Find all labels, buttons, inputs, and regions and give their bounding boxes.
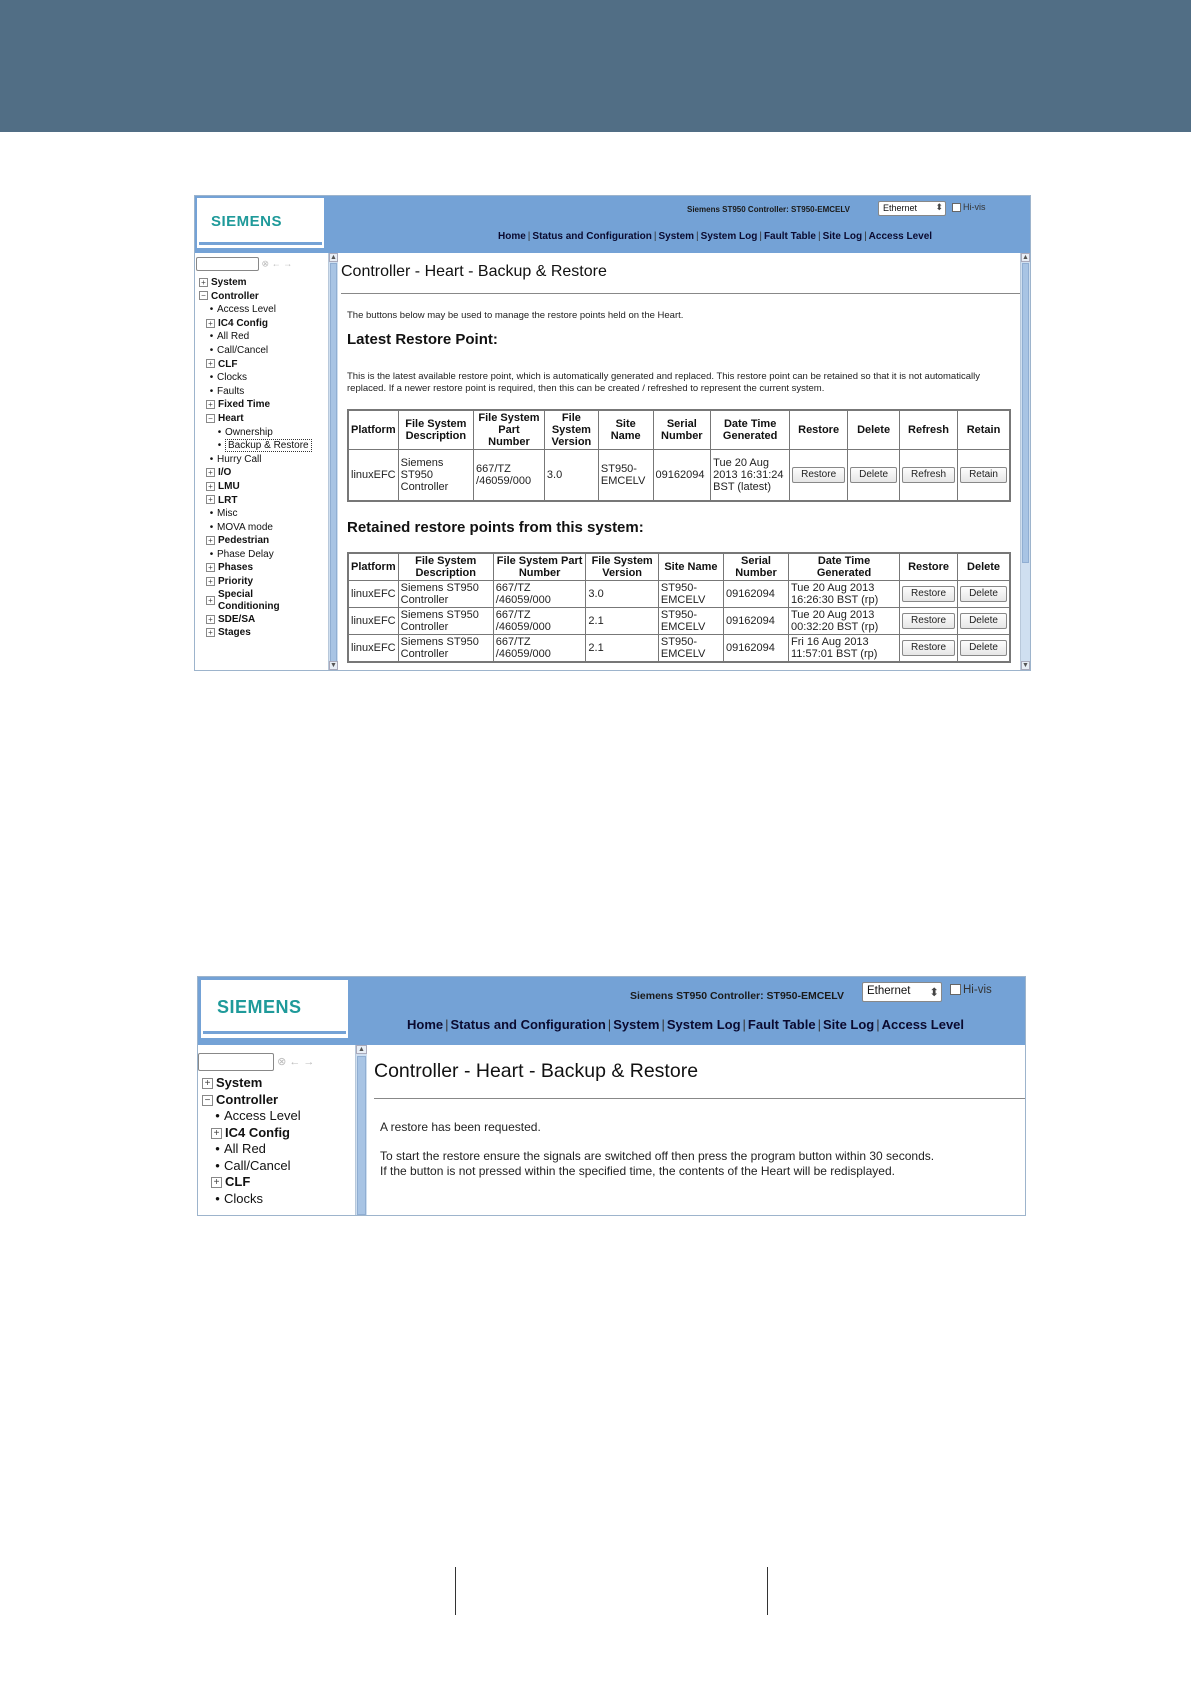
col-version: File System Version [544, 410, 598, 450]
sidebar-item-label: Backup & Restore [225, 439, 312, 452]
cell-delete [958, 581, 1010, 608]
cell-site-name: ST950-EMCELV [658, 635, 723, 663]
sidebar-item-label: System [216, 1075, 263, 1090]
latest-description: This is the latest available restore point, which is automatically generated and replaced. This restore point can be retained so that it is not automatically replaced. If a newer restore point is required, then this can be created / refreshed to represent the current system. [347, 371, 980, 394]
main-nav: Home | Status and Configuration | System | System Log | Fault Table | Site Log | Access Level [407, 1017, 965, 1032]
col-part-number: File System Part Number [474, 410, 545, 450]
sidebar-item-label: Call/Cancel [217, 344, 269, 356]
col-description: File System Description [398, 410, 473, 450]
scroll-up-icon[interactable]: ▲ [330, 254, 337, 261]
sidebar-item-clocks[interactable] [202, 1191, 301, 1208]
sidebar-search-input[interactable] [196, 257, 259, 271]
sidebar-search-row [196, 257, 292, 271]
bullet-icon: • [209, 344, 214, 356]
cell-generated: Tue 20 Aug 2013 00:32:20 BST (rp) [789, 608, 900, 635]
sidebar-item-pedestrian[interactable] [199, 534, 312, 548]
collapse-icon[interactable]: − [206, 414, 215, 423]
page-title: Controller - Heart - Backup & Restore [374, 1060, 699, 1082]
delete-button[interactable]: Delete [960, 586, 1007, 602]
expand-icon[interactable]: + [206, 596, 215, 605]
sidebar-item-label: Phase Delay [217, 548, 274, 560]
siemens-logo[interactable]: SIEMENS [211, 213, 283, 230]
nav-home[interactable]: Home [498, 231, 526, 242]
sidebar-item-special-conditioning[interactable] [199, 589, 312, 613]
logo-box [197, 198, 324, 248]
sidebar-item-label: Heart [218, 412, 244, 424]
col-description: File System Description [398, 553, 493, 581]
cell-description: Siemens ST950 Controller [398, 581, 493, 608]
cell-serial: 09162094 [723, 608, 788, 635]
bullet-icon: • [209, 331, 214, 343]
nav-fault-table[interactable]: Fault Table [747, 1017, 816, 1032]
sidebar-item-label: Special Conditioning [218, 588, 280, 612]
cell-restore [900, 608, 958, 635]
col-generated: Date Time Generated [789, 553, 900, 581]
nav-status-config[interactable]: Status and Configuration [532, 231, 652, 242]
cell-generated: Fri 16 Aug 2013 11:57:01 BST (rp) [789, 635, 900, 663]
logo-box [201, 980, 348, 1038]
table-row [348, 581, 1010, 608]
sidebar-item-label: SDE/SA [218, 613, 256, 625]
cell-version: 3.0 [544, 450, 598, 502]
cell-part-number: 667/TZ /46059/000 [493, 581, 586, 608]
main-scrollbar[interactable] [1020, 253, 1030, 670]
retain-button[interactable]: Retain [960, 467, 1007, 483]
search-go-icon[interactable]: ⊗ [277, 1055, 287, 1068]
retained-restore-table [347, 552, 1011, 663]
sidebar-item-clocks[interactable] [199, 371, 312, 385]
cell-restore [790, 450, 848, 502]
sidebar-item-label: Hurry Call [217, 453, 262, 465]
main-nav: Home | Status and Configuration | System | System Log | Fault Table | Site Log | Access Level [498, 231, 933, 242]
scroll-up-icon[interactable]: ▲ [1022, 254, 1029, 261]
restore-button[interactable]: Restore [902, 586, 955, 602]
sidebar-item-system[interactable] [199, 276, 312, 290]
bullet-icon: • [217, 440, 222, 452]
sidebar-item-label: LRT [218, 494, 238, 506]
sidebar [195, 253, 327, 670]
sidebar-item-label: Access Level [217, 304, 276, 316]
intro-text: The buttons below may be used to manage the restore points held on the Heart. [347, 310, 684, 321]
cell-version: 2.1 [586, 635, 659, 663]
cell-version: 3.0 [586, 581, 659, 608]
collapse-icon[interactable]: − [199, 291, 208, 300]
cell-part-number: 667/TZ /46059/000 [493, 608, 586, 635]
sidebar-item-clf[interactable] [199, 358, 312, 372]
sidebar-item-fixed-time[interactable] [199, 398, 312, 412]
cell-platform: linuxEFC [348, 608, 398, 635]
cell-restore [900, 635, 958, 663]
sidebar-item-controller[interactable] [202, 1092, 301, 1109]
page-title: Controller - Heart - Backup & Restore [341, 263, 607, 280]
connection-select[interactable] [878, 201, 946, 216]
nav-system[interactable]: System [658, 231, 695, 242]
restore-button[interactable]: Restore [902, 613, 955, 629]
back-icon[interactable]: ← [271, 258, 281, 269]
cell-site-name: ST950-EMCELV [658, 581, 723, 608]
cell-site-name: ST950-EMCELV [598, 450, 653, 502]
latest-heading: Latest Restore Point: [347, 331, 498, 348]
cell-delete [958, 635, 1010, 663]
col-version: File System Version [586, 553, 659, 581]
bullet-icon: • [209, 508, 214, 520]
sidebar-item-label: Controller [211, 290, 259, 302]
cell-site-name: ST950-EMCELV [658, 608, 723, 635]
expand-icon[interactable]: + [206, 495, 215, 504]
sidebar-item-mova-mode[interactable] [199, 521, 312, 535]
sidebar-item-phases[interactable] [199, 561, 312, 575]
expand-icon[interactable]: + [211, 1128, 222, 1139]
expand-icon[interactable]: + [211, 1177, 222, 1188]
sidebar-scrollbar[interactable] [328, 253, 338, 670]
page-header-banner [0, 0, 1191, 132]
bullet-icon: • [209, 453, 214, 465]
controller-info: Siemens ST950 Controller: ST950-EMCELV [630, 990, 844, 1002]
col-restore: Restore [900, 553, 958, 581]
cell-restore [900, 581, 958, 608]
cell-platform: linuxEFC [348, 635, 398, 663]
screenshot-backup-restore [194, 195, 1031, 671]
connection-select[interactable] [862, 982, 942, 1002]
sidebar-item-label: Clocks [224, 1190, 264, 1206]
expand-icon[interactable]: + [206, 319, 215, 328]
collapse-icon[interactable]: − [202, 1095, 213, 1106]
col-delete: Delete [848, 410, 900, 450]
sidebar-item-ic4-config[interactable] [202, 1125, 301, 1142]
nav-status-config[interactable]: Status and Configuration [450, 1017, 606, 1032]
app-header [198, 977, 1025, 1045]
hivis-label: Hi-vis [963, 202, 986, 212]
cell-refresh [900, 450, 958, 502]
latest-restore-table [347, 409, 1011, 502]
col-serial: Serial Number [723, 553, 788, 581]
sidebar-item-heart[interactable] [199, 412, 312, 426]
sidebar-item-label: Call/Cancel [224, 1157, 291, 1173]
sidebar-item-call-cancel[interactable] [202, 1158, 301, 1175]
cell-serial: 09162094 [723, 581, 788, 608]
bullet-icon: • [215, 1141, 220, 1156]
nav-home[interactable]: Home [407, 1017, 444, 1032]
expand-icon[interactable]: + [206, 468, 215, 477]
cell-part-number: 667/TZ /46059/000 [493, 635, 586, 663]
cell-delete [848, 450, 900, 502]
sidebar-item-hurry-call[interactable] [199, 453, 312, 467]
sidebar-scroll-thumb[interactable] [357, 1056, 366, 1215]
expand-icon[interactable]: + [206, 628, 215, 637]
bullet-icon: • [209, 385, 214, 397]
cell-generated: Tue 20 Aug 2013 16:31:24 BST (latest) [711, 450, 790, 502]
sidebar-item-call-cancel[interactable] [199, 344, 312, 358]
cell-serial: 09162094 [723, 635, 788, 663]
expand-icon[interactable]: + [206, 577, 215, 586]
sidebar-item-label: LMU [218, 480, 240, 492]
scroll-down-icon[interactable]: ▼ [1022, 662, 1029, 669]
cell-version: 2.1 [586, 608, 659, 635]
title-divider [374, 1098, 1025, 1099]
sidebar-tree [199, 276, 312, 640]
sidebar-item-faults[interactable] [199, 385, 312, 399]
col-refresh: Refresh [900, 410, 958, 450]
cell-platform: linuxEFC [348, 581, 398, 608]
expand-icon[interactable]: + [206, 615, 215, 624]
col-platform: Platform [348, 553, 398, 581]
sidebar-item-ic4-config[interactable] [199, 317, 312, 331]
sidebar-item-label: Ownership [225, 426, 273, 438]
col-serial: Serial Number [653, 410, 711, 450]
sidebar-item-sde-sa[interactable] [199, 613, 312, 627]
footer-divider [767, 1567, 768, 1615]
sidebar-item-clf[interactable] [202, 1174, 301, 1191]
bullet-icon: • [209, 521, 214, 533]
col-retain: Retain [958, 410, 1010, 450]
hivis-checkbox[interactable] [952, 203, 961, 212]
cell-delete [958, 608, 1010, 635]
col-generated: Date Time Generated [711, 410, 790, 450]
sidebar-scroll-thumb[interactable] [330, 263, 337, 671]
hivis-toggle[interactable] [950, 984, 992, 996]
nav-system[interactable]: System [613, 1017, 660, 1032]
col-site-name: Site Name [598, 410, 653, 450]
retained-table-header [348, 553, 1010, 581]
sidebar-item-access-level[interactable] [202, 1108, 301, 1125]
main-content [368, 1045, 1025, 1215]
main-scroll-thumb[interactable] [1022, 263, 1029, 563]
sidebar-tree [202, 1075, 301, 1207]
sidebar-item-label: System [211, 277, 247, 288]
bullet-icon: • [215, 1190, 220, 1206]
hivis-checkbox[interactable] [950, 984, 961, 995]
hivis-label: Hi-vis [963, 984, 992, 996]
sidebar-item-label: MOVA mode [217, 521, 273, 533]
cell-platform: linuxEFC [348, 450, 398, 502]
restore-requested-message: A restore has been requested. [380, 1120, 541, 1134]
nav-system-log[interactable]: System Log [700, 231, 758, 242]
nav-site-log[interactable]: Site Log [822, 231, 863, 242]
retained-heading: Retained restore points from this system: [347, 519, 644, 536]
bullet-icon: • [209, 304, 214, 316]
sidebar-item-label: CLF [218, 358, 238, 370]
sidebar-item-label: Stages [218, 627, 251, 639]
connection-select-value: Ethernet [867, 985, 911, 997]
col-part-number: File System Part Number [493, 553, 586, 581]
cell-description: Siemens ST950 Controller [398, 608, 493, 635]
sidebar-item-priority[interactable] [199, 575, 312, 589]
expand-icon[interactable]: + [206, 400, 215, 409]
expand-icon[interactable]: + [206, 482, 215, 491]
sidebar-item-label: Faults [217, 385, 245, 397]
logo-underline [199, 242, 322, 245]
sidebar-item-label: Access Level [224, 1108, 301, 1123]
sidebar-item-label: IC4 Config [218, 317, 268, 329]
sidebar [198, 1045, 352, 1215]
sidebar-item-label: Pedestrian [218, 535, 270, 547]
bullet-icon: • [215, 1108, 220, 1123]
screenshot-restore-requested [197, 976, 1026, 1216]
sidebar-item-label: IC4 Config [225, 1124, 290, 1140]
delete-button[interactable]: Delete [960, 640, 1007, 656]
bullet-icon: • [209, 372, 214, 384]
col-restore: Restore [790, 410, 848, 450]
col-site-name: Site Name [658, 553, 723, 581]
sidebar-item-label: Priority [218, 576, 254, 588]
app-header [195, 196, 1030, 253]
sidebar-item-lmu[interactable] [199, 480, 312, 494]
sidebar-item-label: I/O [218, 467, 232, 479]
cell-serial: 09162094 [653, 450, 711, 502]
select-arrows-icon: ⬍ [929, 987, 939, 999]
back-icon[interactable]: ← [289, 1055, 301, 1068]
sidebar-item-label: Clocks [217, 372, 248, 384]
bullet-icon: • [209, 548, 214, 560]
sidebar-item-controller[interactable] [199, 290, 312, 304]
search-go-icon[interactable]: ⊗ [261, 258, 270, 269]
sidebar-item-label: Phases [218, 562, 254, 574]
main-content [339, 253, 1020, 670]
select-arrows-icon: ⬍ [935, 202, 943, 212]
sidebar-item-misc[interactable] [199, 507, 312, 521]
restore-button[interactable]: Restore [792, 467, 845, 483]
sidebar-item-access-level[interactable] [199, 303, 312, 317]
nav-access-level[interactable]: Access Level [881, 1017, 965, 1032]
col-platform: Platform [348, 410, 398, 450]
expand-icon[interactable]: + [206, 359, 215, 368]
sidebar-item-all-red[interactable] [202, 1141, 301, 1158]
sidebar-item-label: Fixed Time [218, 399, 271, 411]
nav-system-log[interactable]: System Log [666, 1017, 741, 1032]
expand-icon[interactable]: + [206, 536, 215, 545]
cell-retain [958, 450, 1010, 502]
connection-select-value: Ethernet [883, 203, 918, 213]
expand-icon[interactable]: + [206, 563, 215, 572]
table-row [348, 608, 1010, 635]
nav-site-log[interactable]: Site Log [822, 1017, 875, 1032]
sidebar-item-label: CLF [225, 1174, 251, 1189]
expand-icon[interactable]: + [202, 1078, 213, 1089]
sidebar-item-lrt[interactable] [199, 494, 312, 508]
cell-description: Siemens ST950 Controller [398, 635, 493, 663]
sidebar-item-all-red[interactable] [199, 330, 312, 344]
expand-icon[interactable]: + [199, 278, 208, 287]
sidebar-item-ownership[interactable] [199, 426, 312, 440]
cell-generated: Tue 20 Aug 2013 16:26:30 BST (rp) [789, 581, 900, 608]
sidebar-item-system[interactable] [202, 1075, 301, 1092]
sidebar-item-phase-delay[interactable] [199, 548, 312, 562]
sidebar-item-label: All Red [217, 331, 250, 343]
restore-timeout-note: If the button is not pressed within the specified time, the contents of the Heart will be redisplayed. [380, 1164, 895, 1178]
title-divider [341, 293, 1020, 294]
restore-button[interactable]: Restore [902, 640, 955, 656]
sidebar-item-i-o[interactable] [199, 466, 312, 480]
hivis-toggle[interactable] [952, 202, 986, 212]
delete-button[interactable]: Delete [850, 467, 897, 483]
logo-underline [203, 1031, 346, 1034]
sidebar-search-input[interactable] [198, 1053, 274, 1071]
nav-fault-table[interactable]: Fault Table [763, 231, 816, 242]
bullet-icon: • [215, 1157, 220, 1173]
sidebar-item-label: All Red [224, 1141, 266, 1156]
controller-info: Siemens ST950 Controller: ST950-EMCELV [687, 205, 851, 214]
bullet-icon: • [217, 426, 222, 438]
cell-part-number: 667/TZ /46059/000 [474, 450, 545, 502]
table-row [348, 635, 1010, 663]
col-delete: Delete [958, 553, 1010, 581]
refresh-button[interactable]: Refresh [902, 467, 955, 483]
delete-button[interactable]: Delete [960, 613, 1007, 629]
sidebar-search-row [198, 1053, 314, 1071]
siemens-logo[interactable]: SIEMENS [217, 997, 302, 1017]
nav-access-level[interactable]: Access Level [868, 231, 933, 242]
sidebar-scrollbar[interactable] [355, 1045, 367, 1215]
scroll-down-icon[interactable]: ▼ [330, 662, 337, 669]
latest-table-header [348, 410, 1010, 450]
forward-icon[interactable]: → [303, 1055, 315, 1068]
footer-divider [455, 1567, 456, 1615]
forward-icon[interactable]: → [283, 258, 293, 269]
sidebar-item-label: Misc [217, 508, 238, 520]
sidebar-item-stages[interactable] [199, 626, 312, 640]
restore-instructions: To start the restore ensure the signals are switched off then press the program button within 30 seconds. [380, 1149, 935, 1163]
scroll-up-icon[interactable]: ▲ [356, 1045, 367, 1054]
table-row [348, 450, 1010, 502]
sidebar-item-backup-restore[interactable] [199, 439, 312, 453]
cell-description: Siemens ST950 Controller [398, 450, 473, 502]
sidebar-item-label: Controller [216, 1091, 279, 1107]
